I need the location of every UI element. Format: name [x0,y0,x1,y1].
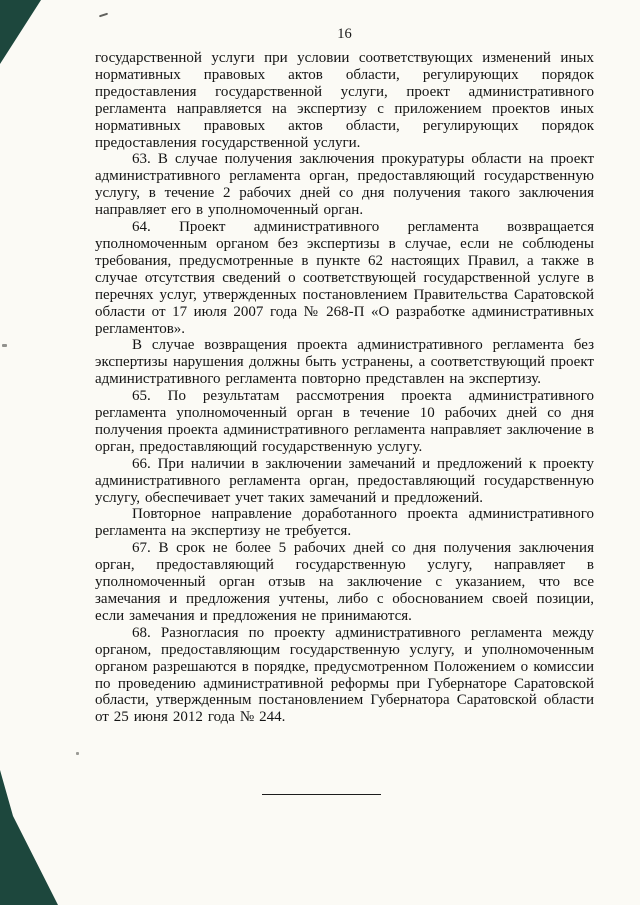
scan-artifact [2,344,7,347]
scan-artifact [99,13,108,18]
page-number: 16 [337,26,352,42]
paragraph-item-64-note: В случае возвращения проекта административного регламента без экспертизы нарушения должны быть устранены, а соответствующий проект административного регламента повторно представлен на экспертизу. [95,337,594,388]
end-of-section-divider [262,794,381,795]
paragraph-item-63: 63. В случае получения заключения прокуратуры области на проект административного регламента орган, предоставляющий государственную услугу, в течение 2 рабочих дней со дня получения такого заключения направляет его в уполномоченный орган. [95,151,594,219]
paragraph-continuation: государственной услуги при условии соответствующих изменений иных нормативных правовых актов области, регулирующих порядок предоставления государственной услуги, проект административного регламента направляется на экспертизу с приложением проектов иных нормативных правовых актов области, регулирующих порядок предоставления государственной услуги. [95,50,594,151]
corner-triangle-top-left-icon [0,0,41,64]
paragraph-item-66-note: Повторное направление доработанного проекта административного регламента на экспертизу не требуется. [95,506,594,540]
scan-artifact [76,752,79,755]
paragraph-item-67: 67. В срок не более 5 рабочих дней со дня получения заключения орган, предоставляющий государственную услугу, направляет в уполномоченный орган отзыв на заключение с указанием, что все замечания и предложения учтены, либо с обоснованием своей позиции, если замечания и предложения не принимаются. [95,540,594,624]
paragraph-item-66: 66. При наличии в заключении замечаний и предложений к проекту административного регламента орган, предоставляющий государственную услугу, обеспечивает учет таких замечаний и предложений. [95,455,594,506]
paragraph-item-65: 65. По результатам рассмотрения проекта административного регламента уполномоченный орган в течение 10 рабочих дней со дня получения проекта административного регламента направляет заключение в орган, предоставляющий государственную услугу. [95,388,594,455]
paragraph-item-68: 68. Разногласия по проекту административного регламента между органом, предоставляющим государственную услугу, и уполномоченным органом разрешаются в порядке, предусмотренном Положением о комиссии по проведению административной реформы при Губернаторе Саратовской области, утвержденным постановлением Губернатора Саратовской области от 25 июня 2012 года № 244. [95,624,594,726]
paragraph-item-64: 64. Проект административного регламента возвращается уполномоченным органом без экспертизы в случае, если не соблюдены требования, предусмотренные в пункте 62 настоящих Правил, а также в случае отсутствия сведений о соответствующей государственной услуге в перечнях услуг, утвержденных постановлением Правительства Саратовской области от 17 июля 2007 года № 268-П «О разработке административных регламентов». [95,219,594,337]
document-text [95,50,594,726]
corner-wedge-bottom-left-icon [0,770,58,905]
